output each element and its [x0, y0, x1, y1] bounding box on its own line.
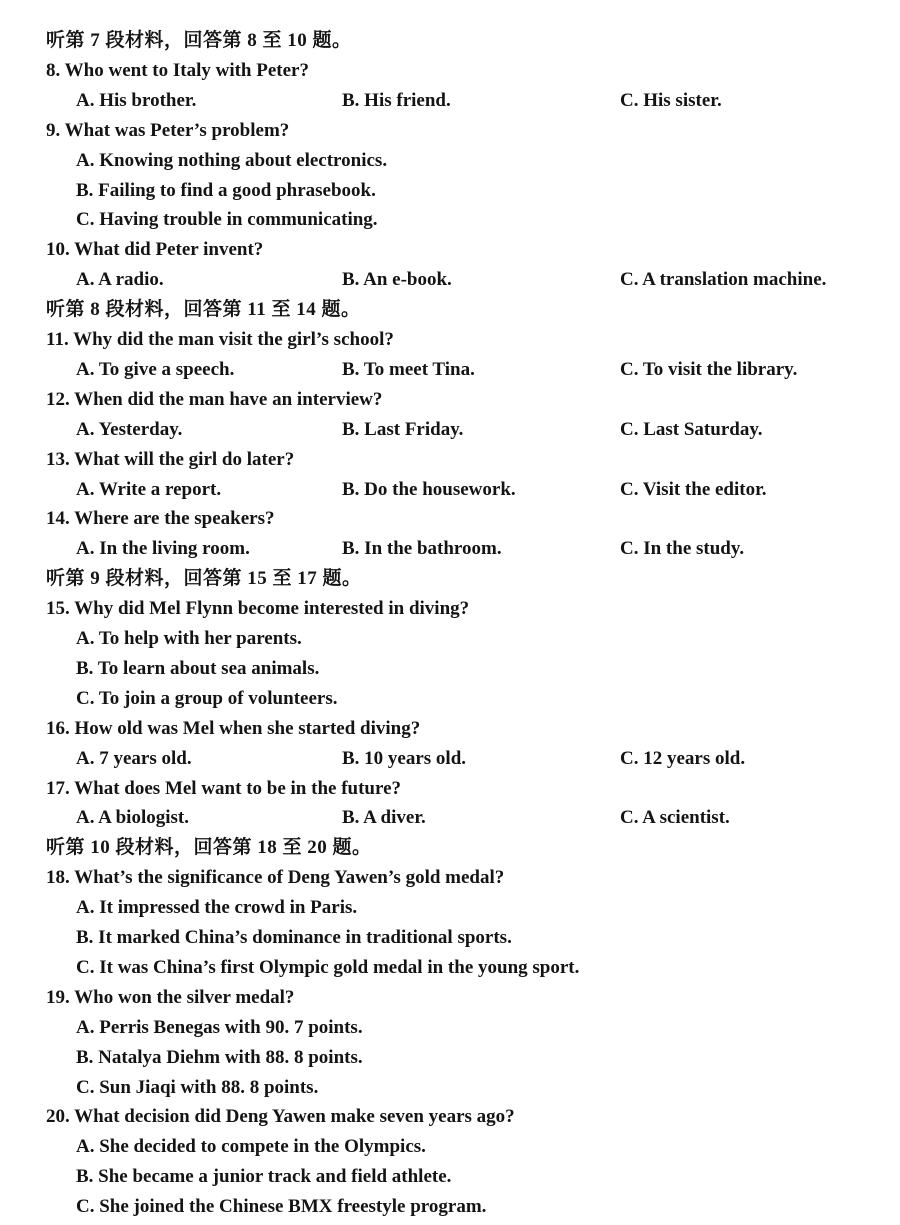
question-text: 11. Why did the man visit the girl’s school?	[46, 329, 394, 350]
question-text: 15. Why did Mel Flynn become interested in diving?	[46, 598, 470, 619]
question-text: 16. How old was Mel when she started diving?	[46, 718, 421, 739]
answer-option-c: C. 12 years old.	[620, 748, 746, 769]
answer-option-a: A. Write a report.	[76, 479, 222, 500]
answer-option-b: B. Natalya Diehm with 88. 8 points.	[76, 1047, 363, 1068]
answer-options-row	[0, 355, 900, 385]
answer-options-row	[0, 86, 900, 116]
answer-option-c: C. A scientist.	[620, 807, 730, 828]
answer-option-c: C. Last Saturday.	[620, 419, 763, 440]
answer-option-b: B. An e-book.	[342, 269, 452, 290]
question-text: 8. Who went to Italy with Peter?	[46, 60, 309, 81]
answer-option-a: A. Knowing nothing about electronics.	[76, 150, 388, 171]
question-text: 10. What did Peter invent?	[46, 239, 264, 260]
answer-option-a: A. A radio.	[76, 269, 164, 290]
answer-option-b: B. To learn about sea animals.	[76, 658, 320, 679]
answer-option-a: A. In the living room.	[76, 538, 250, 559]
question-text: 17. What does Mel want to be in the future?	[46, 778, 402, 799]
answer-option-a: A. 7 years old.	[76, 748, 192, 769]
answer-options-row	[0, 744, 900, 774]
answer-option-b: B. Last Friday.	[342, 419, 464, 440]
answer-option-c: C. Visit the editor.	[620, 479, 767, 500]
question-text: 14. Where are the speakers?	[46, 508, 275, 529]
answer-options-row	[0, 265, 900, 295]
answer-option-c: C. Having trouble in communicating.	[76, 209, 378, 230]
answer-option-a: A. To give a speech.	[76, 359, 235, 380]
question-text: 12. When did the man have an interview?	[46, 389, 383, 410]
answer-option-c: C. To visit the library.	[620, 359, 798, 380]
answer-option-b: B. 10 years old.	[342, 748, 467, 769]
answer-option-c: C. Sun Jiaqi with 88. 8 points.	[76, 1077, 319, 1098]
question-text: 18. What’s the significance of Deng Yawen’s gold medal?	[46, 867, 505, 888]
section-heading: 听第 10 段材料，回答第 18 至 20 题。	[46, 837, 372, 858]
answer-option-c: C. It was China’s first Olympic gold medal in the young sport.	[76, 957, 580, 978]
answer-option-b: B. Do the housework.	[342, 479, 516, 500]
answer-option-a: A. His brother.	[76, 90, 197, 111]
answer-option-a: A. It impressed the crowd in Paris.	[76, 897, 358, 918]
answer-option-a: A. Yesterday.	[76, 419, 183, 440]
question-text: 20. What decision did Deng Yawen make seven years ago?	[46, 1106, 515, 1127]
question-text: 9. What was Peter’s problem?	[46, 120, 290, 141]
answer-option-b: B. Failing to find a good phrasebook.	[76, 180, 376, 201]
answer-options-row	[0, 803, 900, 833]
answer-option-c: C. A translation machine.	[620, 269, 827, 290]
answer-option-b: B. She became a junior track and field athlete.	[76, 1166, 452, 1187]
question-text: 19. Who won the silver medal?	[46, 987, 295, 1008]
answer-option-a: A. A biologist.	[76, 807, 189, 828]
answer-option-c: C. His sister.	[620, 90, 722, 111]
answer-option-b: B. It marked China’s dominance in traditional sports.	[76, 927, 512, 948]
answer-option-c: C. She joined the Chinese BMX freestyle program.	[76, 1196, 487, 1217]
answer-options-row	[0, 534, 900, 564]
answer-options-row	[0, 475, 900, 505]
section-heading: 听第 7 段材料，回答第 8 至 10 题。	[46, 30, 352, 51]
section-heading: 听第 8 段材料，回答第 11 至 14 题。	[46, 299, 361, 320]
answer-option-b: B. A diver.	[342, 807, 426, 828]
answer-option-c: C. In the study.	[620, 538, 745, 559]
answer-option-b: B. To meet Tina.	[342, 359, 475, 380]
answer-options-row	[0, 415, 900, 445]
answer-option-b: B. In the bathroom.	[342, 538, 502, 559]
question-text: 13. What will the girl do later?	[46, 449, 295, 470]
answer-option-a: A. She decided to compete in the Olympics.	[76, 1136, 426, 1157]
answer-option-b: B. His friend.	[342, 90, 451, 111]
answer-option-a: A. To help with her parents.	[76, 628, 302, 649]
answer-option-c: C. To join a group of volunteers.	[76, 688, 338, 709]
answer-option-a: A. Perris Benegas with 90. 7 points.	[76, 1017, 363, 1038]
section-heading: 听第 9 段材料，回答第 15 至 17 题。	[46, 568, 362, 589]
